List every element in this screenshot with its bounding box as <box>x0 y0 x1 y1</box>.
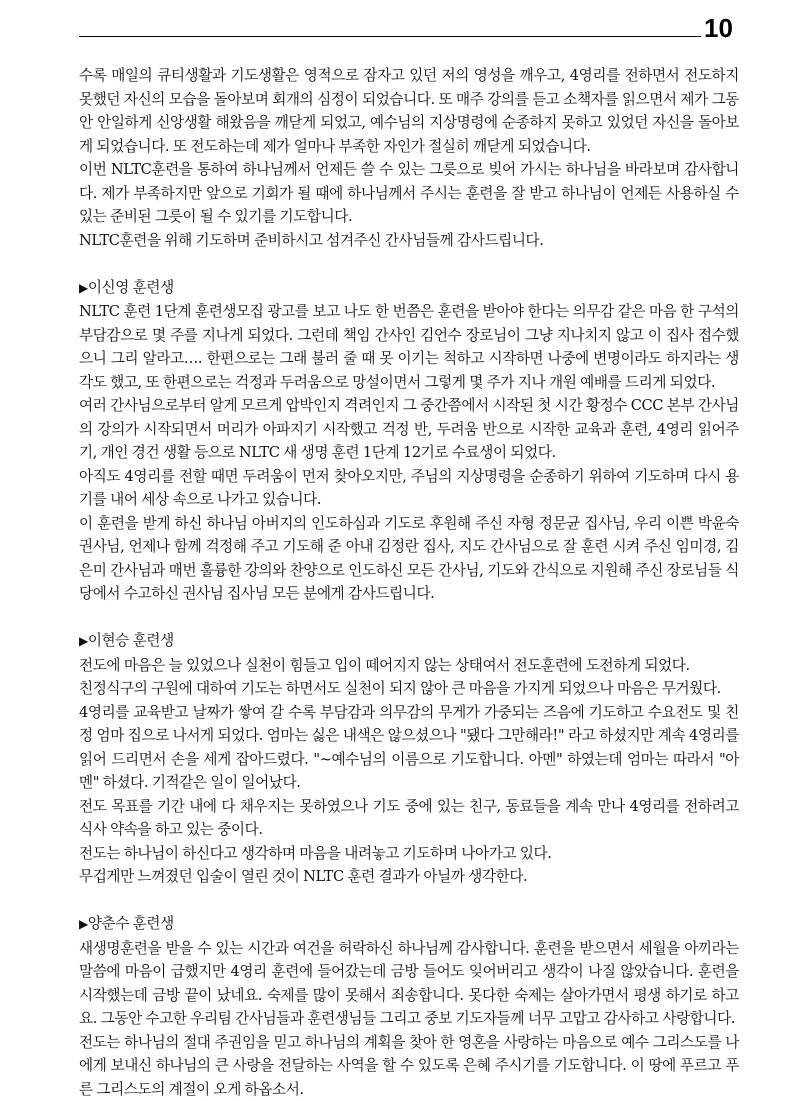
page-number: 10 <box>704 13 733 43</box>
paragraph: 무겁게만 느껴졌던 입술이 열린 것이 NLTC 훈련 결과가 아닐까 생각한다. <box>79 865 739 889</box>
triangle-bullet-icon: ▶ <box>79 281 88 295</box>
paragraph: 전도는 하나님이 하신다고 생각하며 마음을 내려놓고 기도하며 나아가고 있다. <box>79 842 739 866</box>
section-heading-text: 이현승 훈련생 <box>88 632 174 649</box>
paragraph: 수록 매일의 큐티생활과 기도생활은 영적으로 잠자고 있던 저의 영성을 깨우고, 4영리를 전하면서 전도하지 못했던 자신의 모습을 돌아보며 회개의 심정이 되었습니다. 또 매주 강의를 듣고 소책자를 읽으면서 제가 그동안 안일하게 신앙생활 해왔음을 깨닫게 되었고, 예수님의 지상명령에 순종하지 못하고 있었던 자신을 돌아보게 되었습니다. 또 전도하는데 제가 얼마나 부족한 자인가 절실히 깨닫게 되었습니다. <box>79 64 739 158</box>
triangle-bullet-icon: ▶ <box>79 917 88 931</box>
paragraph: 전도는 하나님의 절대 주권임을 믿고 하나님의 계획을 찾아 한 영혼을 사랑하는 마음으로 예수 그리스도를 나에게 보내신 하나님의 큰 사랑을 전달하는 사역을 할 수 있도록 은혜 주시기를 기도합니다. 이 땅에 푸르고 푸른 그리스도의 계절이 오게 하옵소서. <box>79 1031 739 1101</box>
document-body <box>79 64 739 1101</box>
section-heading <box>79 629 739 654</box>
section-heading <box>79 276 739 301</box>
section-heading-text: 양춘수 훈련생 <box>88 915 174 932</box>
paragraph: 친정식구의 구원에 대하여 기도는 하면서도 실천이 되지 않아 큰 마음을 가지게 되었으나 마음은 무거웠다. <box>79 677 739 701</box>
testimony-section-yang-chunsu <box>79 912 739 1101</box>
header-rule <box>79 36 701 37</box>
paragraph: NLTC 훈련 1단계 훈련생모집 광고를 보고 나도 한 번쯤은 훈련을 받아야 한다는 의무감 같은 마음 한 구석의 부담감으로 몇 주를 지나게 되었다. 그런데 책임 간사인 김언수 장로님이 그냥 지나치지 않고 이 집사 접수했으니 그리 알라고…. 한편으로는 그래 불러 줄 때 못 이기는 척하고 시작하면 나중에 변명이라도 하지라는 생각도 했고, 또 한편으로는 걱정과 두려움으로 망설이면서 그렇게 몇 주가 지나 개원 예배를 드리게 되었다. <box>79 300 739 394</box>
paragraph: 4영리를 교육받고 날짜가 쌓여 갈 수록 부담감과 의무감의 무게가 가중되는 즈음에 기도하고 수요전도 및 친정 엄마 집으로 나서게 되었다. 엄마는 싫은 내색은 않으셨으나 "됐다 그만해라!" 라고 하셨지만 계속 4영리를 읽어 드리면서 손을 세게 잡아드렸다. "~예수님의 이름으로 기도합니다. 아멘" 하였는데 엄마는 따라서 "아멘" 하셨다. 기적같은 일이 일어났다. <box>79 701 739 795</box>
testimony-section-lee-hyunseung <box>79 629 739 889</box>
testimony-section-lee-sinyoung <box>79 276 739 606</box>
section-heading-text: 이신영 훈련생 <box>88 279 174 296</box>
paragraph: 이번 NLTC훈련을 통하여 하나님께서 언제든 쓸 수 있는 그릇으로 빚어 가시는 하나님을 바라보며 감사합니다. 제가 부족하지만 앞으로 기회가 될 때에 하나님께서 주시는 훈련을 잘 받고 하나님이 언제든 사용하실 수 있는 준비된 그릇이 될 수 있기를 기도합니다. <box>79 158 739 229</box>
paragraph: 전도 목표를 기간 내에 다 채우지는 못하였으나 기도 중에 있는 친구, 동료들을 계속 만나 4영리를 전하려고 식사 약속을 하고 있는 중이다. <box>79 795 739 842</box>
paragraph: 여러 간사님으로부터 알게 모르게 압박인지 격려인지 그 중간쯤에서 시작된 첫 시간 황정수 CCC 본부 간사님의 강의가 시작되면서 머리가 아파지기 시작했고 걱정 반, 두려움 반으로 시작한 교육과 훈련, 4영리 읽어주기, 개인 경건 생활 등으로 NLTC 새 생명 훈련 1단계 12기로 수료생이 되었다. <box>79 394 739 465</box>
triangle-bullet-icon: ▶ <box>79 634 88 648</box>
section-heading <box>79 912 739 937</box>
paragraph: 새생명훈련을 받을 수 있는 시간과 여건을 허락하신 하나님께 감사합니다. 훈련을 받으면서 세월을 아끼라는 말씀에 마음이 급했지만 4영리 훈련에 들어갔는데 금방 들어도 잊어버리고 생각이 나질 않았습니다. 훈련을 시작했는데 금방 끝이 났네요. 숙제를 많이 못해서 죄송합니다. 못다한 숙제는 살아가면서 평생 하기로 하고요. 그동안 수고한 우리팀 간사님들과 훈련생님들 그리고 중보 기도자들께 너무 고맙고 감사하고 사랑합니다. <box>79 937 739 1031</box>
paragraph: NLTC훈련을 위해 기도하며 준비하시고 섬겨주신 간사님들께 감사드립니다. <box>79 229 739 253</box>
paragraph: 아직도 4영리를 전할 때면 두려움이 먼저 찾아오지만, 주님의 지상명령을 순종하기 위하여 기도하며 다시 용기를 내어 세상 속으로 나가고 있습니다. <box>79 465 739 512</box>
paragraph: 이 훈련을 받게 하신 하나님 아버지의 인도하심과 기도로 후원해 주신 자형 정문균 집사님, 우리 이쁜 박윤숙 권사님, 언제나 함께 걱정해 주고 기도해 준 아내 김정란 집사, 지도 간사님으로 잘 훈련 시켜 주신 임미경, 김은미 간사님과 매번 훌륭한 강의와 찬양으로 인도하신 모든 간사님, 기도와 간식으로 지원해 주신 장로님들 식당에서 수고하신 권사님 집사님 모든 분에게 감사드립니다. <box>79 512 739 606</box>
intro-block <box>79 64 739 252</box>
paragraph: 전도에 마음은 늘 있었으나 실천이 힘들고 입이 떼어지지 않는 상태여서 전도훈련에 도전하게 되었다. <box>79 654 739 678</box>
